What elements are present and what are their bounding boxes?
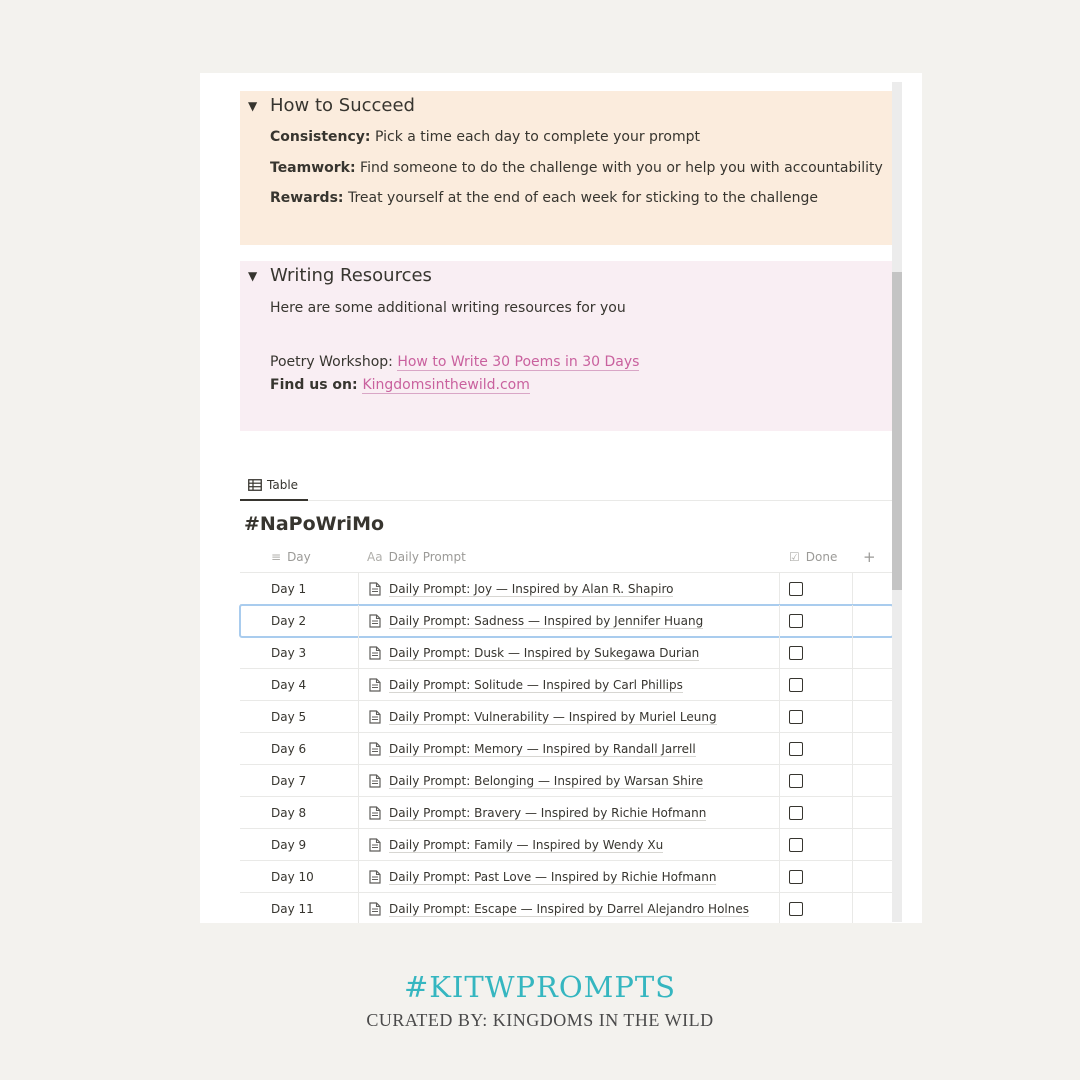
teamwork-label: Teamwork: — [270, 160, 356, 176]
consistency-label: Consistency: — [270, 129, 371, 145]
hashtag-title: #KITWPROMPTS — [403, 970, 677, 1004]
writing-resources-title: Writing Resources — [270, 265, 432, 286]
page-icon — [369, 710, 381, 724]
column-done[interactable] — [789, 541, 837, 573]
tab-table-label: Table — [267, 478, 299, 492]
prompt-title[interactable]: Daily Prompt: Belonging — Inspired by Warsan Shire — [389, 773, 704, 788]
scrollbar-thumb[interactable] — [892, 272, 902, 590]
page-icon — [369, 838, 381, 852]
done-cell — [780, 829, 853, 861]
done-cell — [780, 797, 853, 829]
prompt-cell[interactable] — [359, 829, 780, 861]
add-column-button[interactable]: + — [863, 548, 876, 566]
done-cell — [780, 701, 853, 733]
table-row[interactable] — [240, 669, 893, 701]
column-daily-prompt[interactable] — [367, 541, 466, 573]
prompt-title[interactable]: Daily Prompt: Memory — Inspired by Randall Jarrell — [389, 741, 696, 756]
rewards-text: Treat yourself at the end of each week for sticking to the challenge — [343, 190, 818, 206]
napowrimo-table — [240, 541, 893, 923]
done-cell — [780, 605, 853, 637]
poetry-workshop-link[interactable]: How to Write 30 Poems in 30 Days — [397, 354, 640, 370]
writing-resources-toggle[interactable] — [248, 265, 432, 286]
website-link[interactable]: Kingdomsinthewild.com — [362, 377, 530, 393]
column-done-label: Done — [805, 550, 838, 564]
day-cell[interactable]: Day 10 — [240, 861, 359, 893]
done-checkbox[interactable] — [789, 902, 803, 916]
resources-intro: Here are some additional writing resources for you — [270, 300, 626, 316]
day-cell[interactable]: Day 7 — [240, 765, 359, 797]
curated-by-credit: CURATED BY: KINGDOMS IN THE WILD — [366, 1010, 714, 1030]
page-icon — [369, 646, 381, 660]
day-cell[interactable]: Day 11 — [240, 893, 359, 923]
day-cell[interactable]: Day 5 — [240, 701, 359, 733]
prompt-title[interactable]: Daily Prompt: Sadness — Inspired by Jennifer Huang — [389, 613, 704, 628]
prompt-title[interactable]: Daily Prompt: Dusk — Inspired by Sukegawa Durian — [389, 645, 700, 660]
prompt-title[interactable]: Daily Prompt: Joy — Inspired by Alan R. Shapiro — [389, 581, 674, 596]
scrollbar[interactable] — [892, 82, 902, 922]
day-cell[interactable]: Day 1 — [240, 573, 359, 605]
prompt-cell[interactable] — [359, 669, 780, 701]
column-day-label: Day — [287, 550, 311, 564]
done-cell — [780, 573, 853, 605]
done-checkbox[interactable] — [789, 774, 803, 788]
table-body — [240, 573, 893, 923]
prompt-cell[interactable] — [359, 605, 780, 637]
text-type-icon: Aa — [367, 550, 383, 564]
table-row[interactable] — [240, 637, 893, 669]
prompt-title[interactable]: Daily Prompt: Solitude — Inspired by Carl Phillips — [389, 677, 683, 692]
poetry-workshop-line — [270, 354, 639, 370]
prompt-cell[interactable] — [359, 893, 780, 923]
prompt-cell[interactable] — [359, 733, 780, 765]
day-cell[interactable]: Day 6 — [240, 733, 359, 765]
prompt-title[interactable]: Daily Prompt: Bravery — Inspired by Richie Hofmann — [389, 805, 707, 820]
page-icon — [369, 742, 381, 756]
find-us-label: Find us on: — [270, 377, 363, 393]
rewards-label: Rewards: — [270, 190, 344, 206]
prompt-cell[interactable] — [359, 861, 780, 893]
page-icon — [369, 582, 381, 596]
poetry-workshop-label: Poetry Workshop: — [270, 354, 398, 370]
done-checkbox[interactable] — [789, 646, 803, 660]
done-checkbox[interactable] — [789, 742, 803, 756]
find-us-line — [270, 377, 530, 393]
done-checkbox[interactable] — [789, 838, 803, 852]
prompt-title[interactable]: Daily Prompt: Family — Inspired by Wendy Xu — [389, 837, 664, 852]
table-row[interactable] — [240, 573, 893, 605]
how-to-succeed-toggle[interactable] — [248, 95, 415, 116]
table-row[interactable] — [240, 797, 893, 829]
prompt-cell[interactable] — [359, 765, 780, 797]
done-checkbox[interactable] — [789, 582, 803, 596]
done-checkbox[interactable] — [789, 806, 803, 820]
how-to-succeed-title: How to Succeed — [270, 95, 415, 116]
table-header — [240, 541, 893, 573]
table-row[interactable] — [240, 733, 893, 765]
day-cell[interactable]: Day 4 — [240, 669, 359, 701]
page-icon — [369, 614, 381, 628]
table-row[interactable] — [240, 861, 893, 893]
notion-page — [200, 73, 922, 923]
toggle-triangle-icon[interactable]: ▼ — [248, 98, 258, 113]
page-icon — [369, 902, 381, 916]
tab-table[interactable] — [240, 471, 308, 501]
table-icon — [248, 479, 262, 491]
day-cell[interactable]: Day 9 — [240, 829, 359, 861]
table-row[interactable] — [240, 701, 893, 733]
lines-icon: ≡ — [271, 550, 282, 564]
consistency-text: Pick a time each day to complete your prompt — [370, 129, 700, 145]
view-tabs — [240, 471, 893, 501]
prompt-cell[interactable] — [359, 637, 780, 669]
day-cell[interactable]: Day 3 — [240, 637, 359, 669]
prompt-cell[interactable] — [359, 797, 780, 829]
done-cell — [780, 861, 853, 893]
table-row[interactable] — [240, 893, 893, 923]
done-checkbox[interactable] — [789, 870, 803, 884]
done-cell — [780, 893, 853, 923]
page-icon — [369, 678, 381, 692]
page-icon — [369, 806, 381, 820]
prompt-title[interactable]: Daily Prompt: Escape — Inspired by Darrel Alejandro Holnes — [389, 901, 749, 916]
table-row[interactable] — [240, 765, 893, 797]
table-row[interactable] — [240, 829, 893, 861]
done-cell — [780, 733, 853, 765]
teamwork-line — [270, 160, 883, 176]
prompt-cell[interactable] — [359, 573, 780, 605]
done-cell — [780, 765, 853, 797]
column-day[interactable] — [271, 541, 311, 573]
done-cell — [780, 637, 853, 669]
day-cell[interactable]: Day 8 — [240, 797, 359, 829]
prompt-cell[interactable] — [359, 701, 780, 733]
toggle-triangle-icon[interactable]: ▼ — [248, 268, 258, 283]
done-checkbox[interactable] — [789, 678, 803, 692]
page-icon — [369, 774, 381, 788]
teamwork-text: Find someone to do the challenge with you or help you with accountability — [355, 160, 883, 176]
writing-resources-callout — [240, 261, 893, 431]
done-checkbox[interactable] — [789, 710, 803, 724]
done-checkbox[interactable] — [789, 614, 803, 628]
page-icon — [369, 870, 381, 884]
consistency-line — [270, 129, 700, 145]
done-cell — [780, 669, 853, 701]
table-row[interactable] — [240, 605, 893, 637]
rewards-line — [270, 190, 818, 206]
column-prompt-label: Daily Prompt — [388, 550, 466, 564]
database-title[interactable]: #NaPoWriMo — [244, 513, 385, 535]
how-to-succeed-callout — [240, 91, 893, 245]
prompt-title[interactable]: Daily Prompt: Vulnerability — Inspired by Muriel Leung — [389, 709, 717, 724]
checkbox-type-icon: ☑ — [789, 550, 800, 564]
day-cell[interactable]: Day 2 — [240, 605, 359, 637]
prompt-title[interactable]: Daily Prompt: Past Love — Inspired by Richie Hofmann — [389, 869, 717, 884]
